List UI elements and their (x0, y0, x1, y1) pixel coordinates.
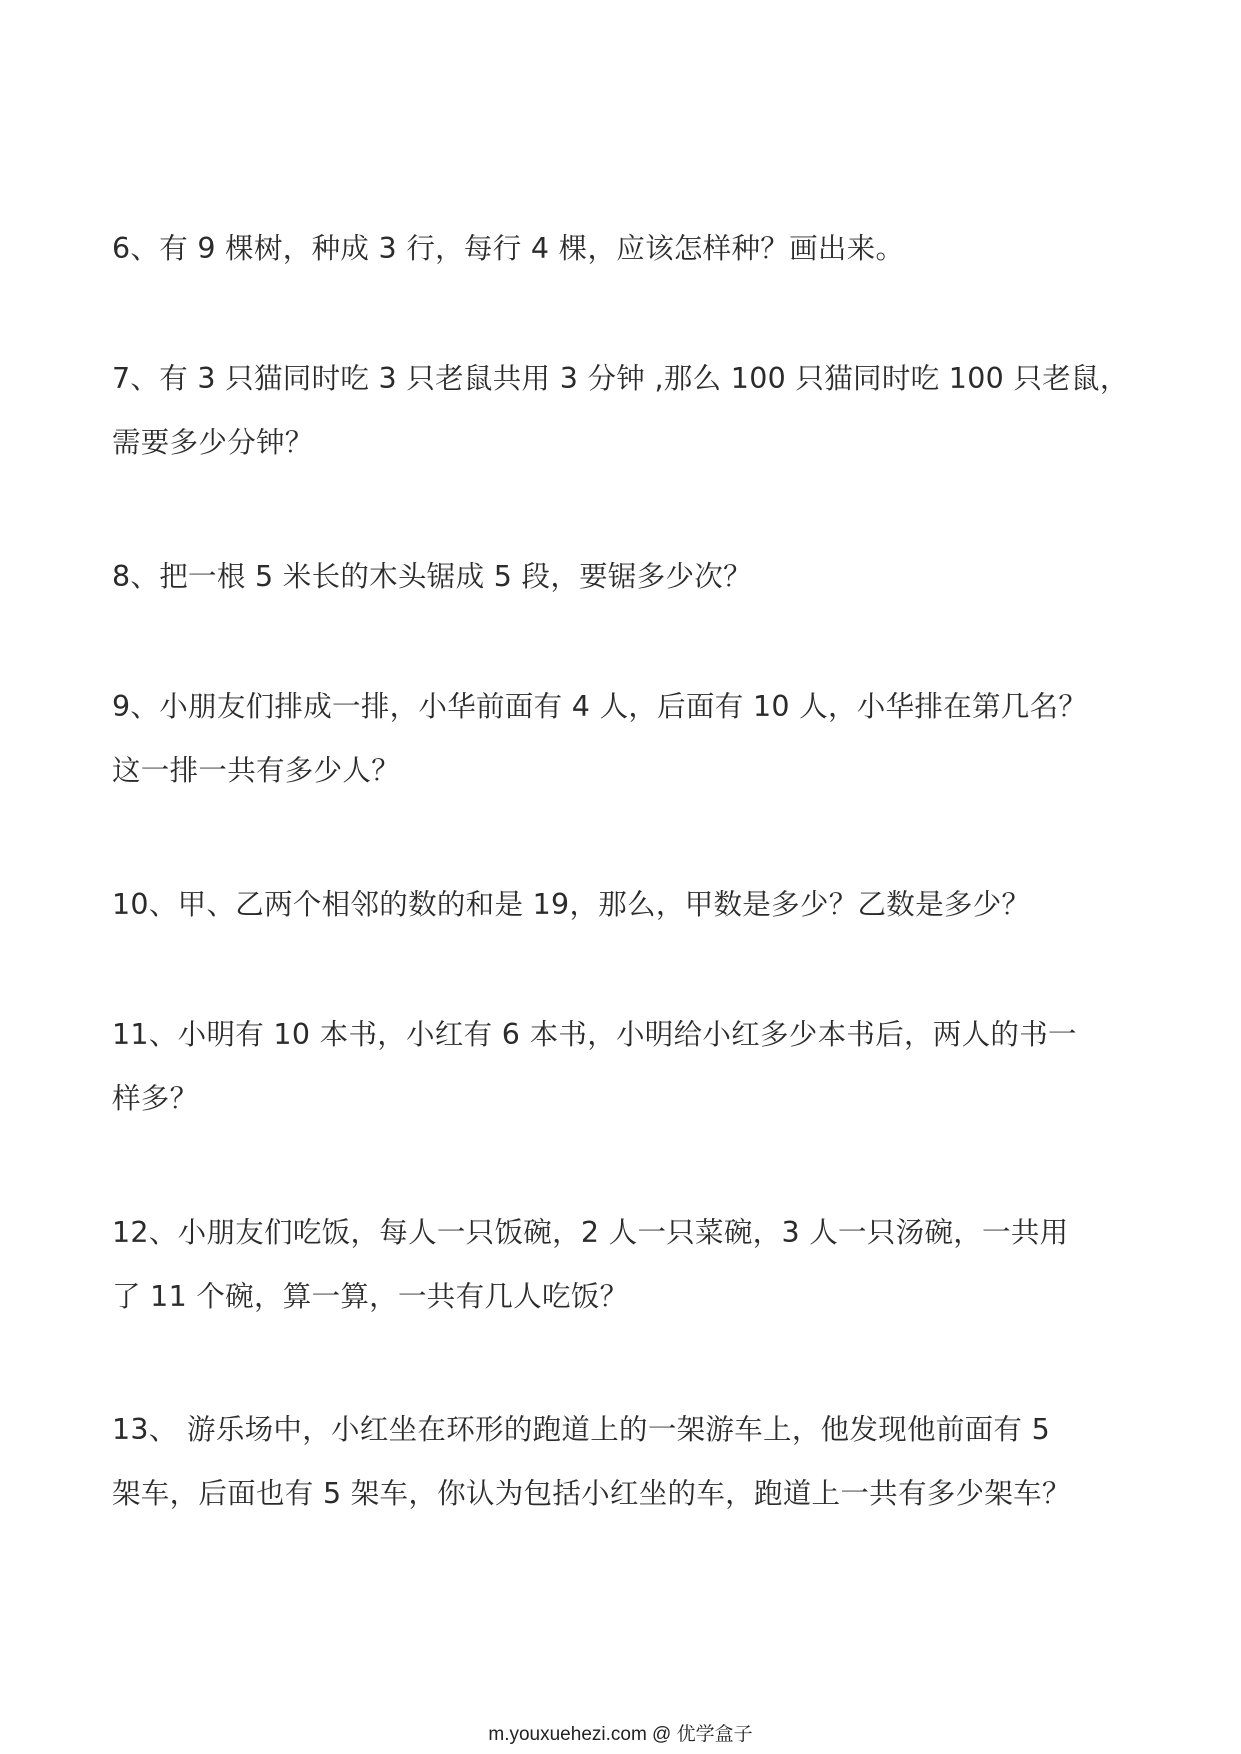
question-9 (112, 675, 1142, 803)
question-11-line-2: 样多？ (112, 1082, 199, 1115)
question-7-line-1: 7、有 3 只猫同时吃 3 只老鼠共用 3 分钟 ,那么 100 只猫同时吃 100 只老鼠， (112, 362, 1129, 395)
question-10-line-1: 10、甲、乙两个相邻的数的和是 19，那么，甲数是多少？乙数是多少？ (112, 888, 1031, 921)
question-12 (112, 1201, 1142, 1329)
question-13-line-1: 13、 游乐场中，小红坐在环形的跑道上的一架游车上，他发现他前面有 5 (112, 1413, 1051, 1446)
question-11-line-1: 11、小明有 10 本书，小红有 6 本书，小明给小红多少本书后，两人的书一 (112, 1018, 1077, 1051)
question-8 (112, 545, 1142, 609)
question-6 (112, 217, 1142, 281)
question-13 (112, 1398, 1142, 1526)
question-8-line-1: 8、把一根 5 米长的木头锯成 5 段，要锯多少次？ (112, 560, 752, 593)
footer-watermark: m.youxuehezi.com @ 优学盒子 (488, 1724, 753, 1745)
question-7 (112, 347, 1142, 475)
question-7-line-2: 需要多少分钟？ (112, 426, 314, 459)
question-13-line-2: 架车，后面也有 5 架车，你认为包括小红坐的车，跑道上一共有多少架车？ (112, 1477, 1071, 1510)
question-9-line-1: 9、小朋友们排成一排，小华前面有 4 人，后面有 10 人，小华排在第几名？ (112, 690, 1088, 723)
question-9-line-2: 这一排一共有多少人？ (112, 754, 401, 787)
question-10 (112, 873, 1142, 937)
question-6-line-1: 6、有 9 棵树，种成 3 行，每行 4 棵，应该怎样种？画出来。 (112, 232, 905, 265)
question-11 (112, 1003, 1142, 1131)
question-12-line-2: 了 11 个碗，算一算，一共有几人吃饭？ (112, 1280, 629, 1313)
question-12-line-1: 12、小朋友们吃饭，每人一只饭碗，2 人一只菜碗，3 人一只汤碗，一共用 (112, 1216, 1069, 1249)
